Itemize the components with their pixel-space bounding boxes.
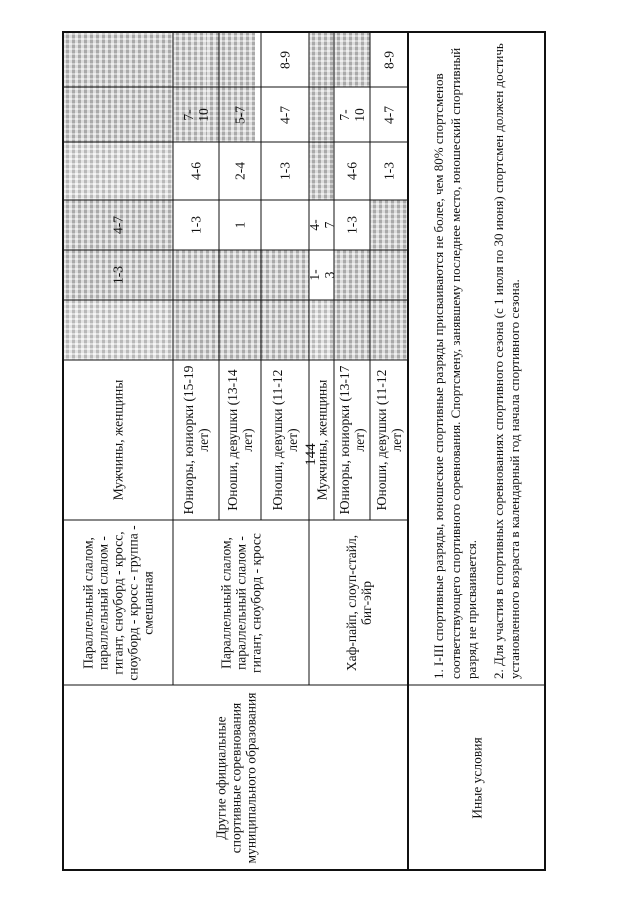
value-label: 5-7 xyxy=(232,105,248,124)
value-label: 4-7 xyxy=(110,216,126,234)
value-label: 4-7 xyxy=(381,105,397,124)
value-label: 1-3 xyxy=(110,266,126,284)
value-label: 1-3 xyxy=(381,162,397,180)
page-number: 144 xyxy=(302,443,319,466)
note-2: 2. Для участия в спортивных соревнованиях спортивного сезона (с 1 июля по 30 июня) спортсмен должен достичь установленного возраста в календарный год начала спортивного сезона. xyxy=(489,42,522,679)
value-label: 8-9 xyxy=(277,50,293,69)
note-1: 1. I-III спортивные разряды, юношеские спортивные разряды присваиваются не более, чем 80% спортсменов соответствующего спортивного соревнования. Спортсмену, занявшему последнее место, юношеский спортивный разряд не присваивается. xyxy=(430,47,479,679)
value-label: 7-10 xyxy=(337,107,367,122)
group-label: Мужчины, женщины xyxy=(314,379,329,501)
group-label: Юниоры, юниорки (15-19 лет) xyxy=(181,365,211,515)
discipline-label: Параллельный слалом, параллельный слалом - гигант, сноуборд - кросс, сноуборд - кросс - группа - смешанная xyxy=(80,524,156,681)
value-label: 1-3 xyxy=(306,269,337,281)
value-label: 4-7 xyxy=(306,219,337,231)
category-label: Другие официальные спортивные соревнования муниципального образования xyxy=(213,692,258,863)
group-label: Мужчины, женщины xyxy=(110,379,126,501)
discipline-label: Хаф-пайп, слоуп-стайл, биг-эйр xyxy=(343,534,374,671)
value-label: 1-3 xyxy=(344,216,360,234)
value-label: 4-7 xyxy=(277,105,293,124)
group-label: Юноши, девушки (13-14 лет) xyxy=(225,369,255,511)
value-label: 8-9 xyxy=(381,50,397,69)
value-label: 1-3 xyxy=(277,162,293,180)
value-label: 4-6 xyxy=(188,162,204,180)
value-label: 1 xyxy=(232,221,248,229)
value-label: 7-10 xyxy=(181,107,211,122)
value-label: 1-3 xyxy=(188,216,204,234)
group-label: Юноши, девушки (11-12 лет) xyxy=(374,369,404,511)
group-label: Юноши, девушки (11-12 лет) xyxy=(270,369,300,511)
other-conditions-label: Иные условия xyxy=(469,736,484,819)
discipline-label: Параллельный слалом, параллельный слалом - гигант, сноуборд - кросс xyxy=(218,532,264,673)
value-label: 4-6 xyxy=(344,162,360,180)
group-label: Юниоры, юниорки (13-17 лет) xyxy=(337,365,367,515)
value-label: 2-4 xyxy=(232,162,248,180)
